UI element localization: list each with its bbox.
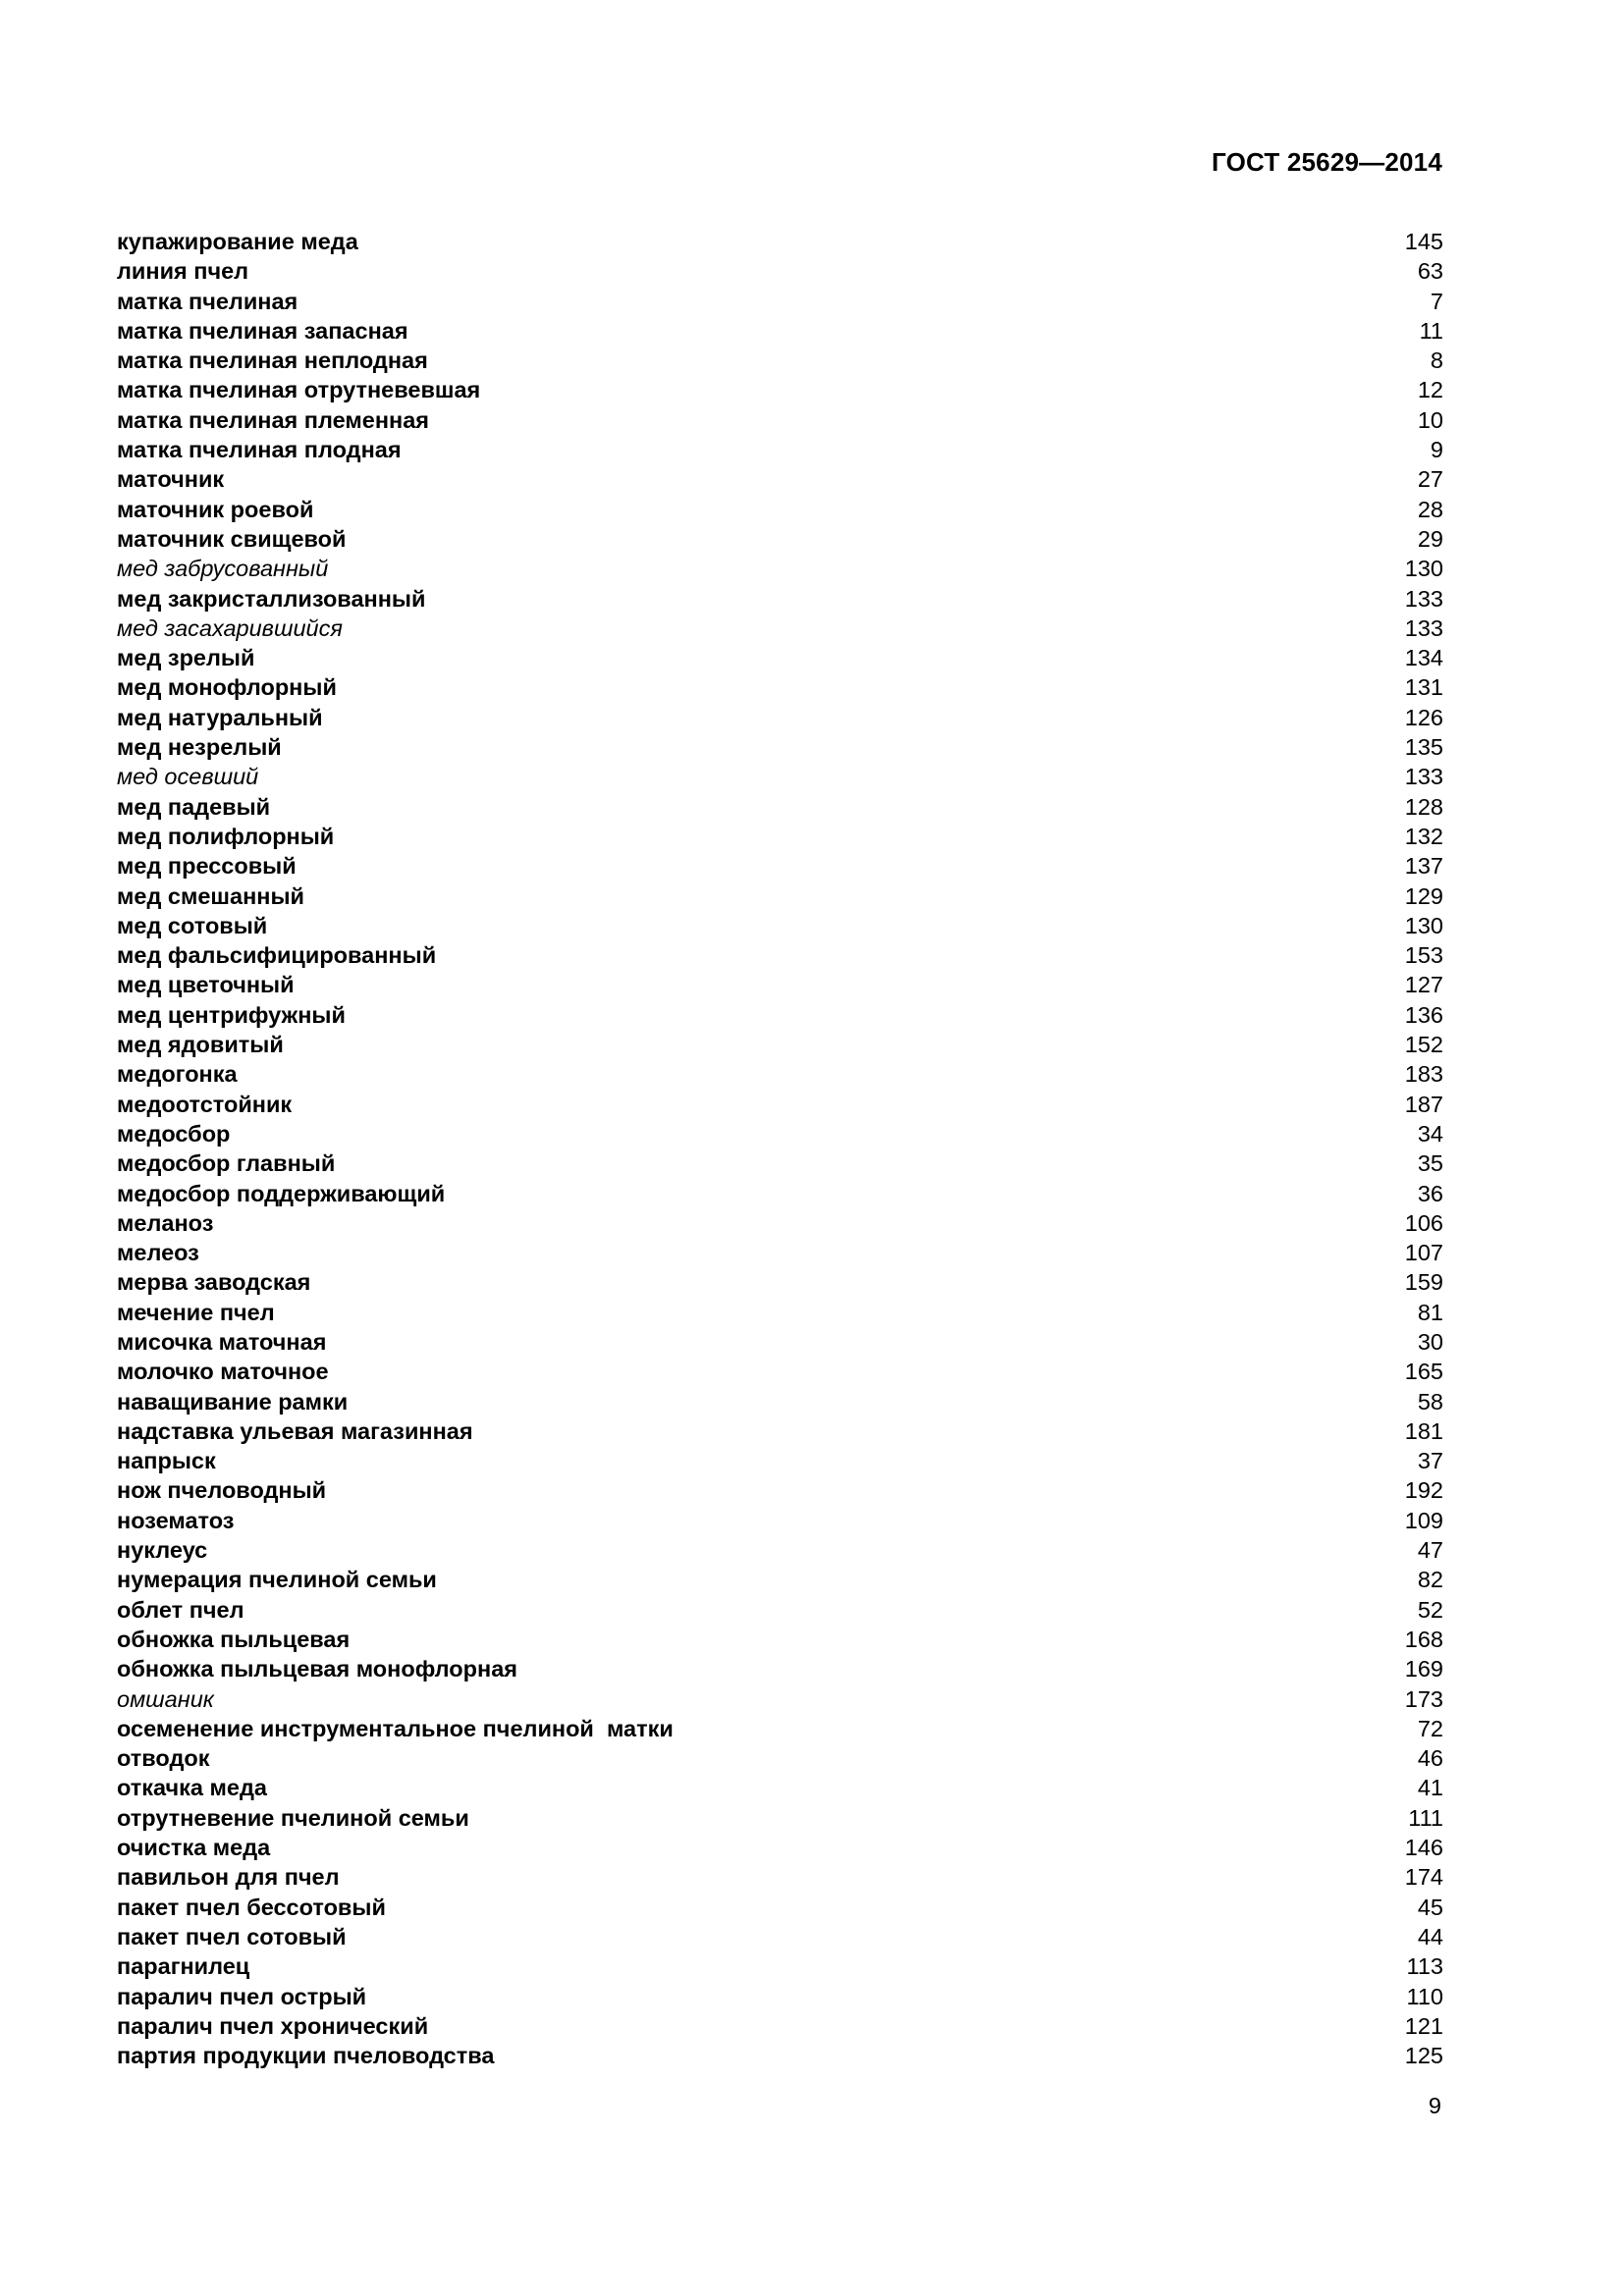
index-entry	[117, 1148, 1443, 1178]
index-term-number: 125	[1404, 2043, 1443, 2069]
index-entry	[117, 1179, 1443, 1208]
index-entry	[117, 1090, 1443, 1119]
index-term: матка пчелиная запасная	[117, 317, 408, 344]
index-term-number: 192	[1404, 1477, 1443, 1504]
index-term-number: 35	[1417, 1150, 1443, 1177]
index-term-number: 183	[1404, 1061, 1443, 1088]
index-entry	[117, 495, 1443, 524]
index-entry	[117, 1357, 1443, 1386]
index-term: матка пчелиная племенная	[117, 406, 429, 433]
index-term-number: 127	[1404, 972, 1443, 998]
index-term: павильон для пчел	[117, 1864, 340, 1891]
index-term-number: 181	[1404, 1417, 1443, 1444]
index-term-number: 131	[1404, 674, 1443, 701]
index-entry	[117, 851, 1443, 881]
index-term: матка пчелиная отрутневевшая	[117, 377, 481, 403]
index-term: обножка пыльцевая монофлорная	[117, 1656, 517, 1682]
alphabetical-term-index	[117, 227, 1443, 2070]
index-term-number: 130	[1404, 912, 1443, 938]
index-term-number: 72	[1417, 1715, 1443, 1741]
index-term: медоотстойник	[117, 1091, 293, 1117]
index-entry	[117, 911, 1443, 940]
index-entry	[117, 1238, 1443, 1267]
index-entry	[117, 614, 1443, 643]
index-term: матка пчелиная	[117, 288, 298, 314]
index-term-number: 168	[1404, 1626, 1443, 1652]
index-term: мед сотовый	[117, 912, 268, 938]
index-entry	[117, 1535, 1443, 1565]
index-term: меланоз	[117, 1209, 214, 1236]
index-term-number: 126	[1404, 704, 1443, 730]
index-term-number: 137	[1404, 853, 1443, 880]
index-term: мед ядовитый	[117, 1032, 284, 1058]
index-term: напрыск	[117, 1448, 216, 1474]
index-entry	[117, 1595, 1443, 1625]
index-entry	[117, 1298, 1443, 1327]
index-entry	[117, 435, 1443, 464]
index-term-number: 130	[1404, 556, 1443, 582]
index-entry	[117, 822, 1443, 851]
index-term: паралич пчел хронический	[117, 2012, 429, 2039]
index-term-number: 110	[1406, 1983, 1443, 2009]
index-term-number: 111	[1408, 1804, 1443, 1831]
index-entry	[117, 1833, 1443, 1862]
index-term-number: 10	[1417, 406, 1443, 433]
index-term-number: 109	[1404, 1507, 1443, 1533]
index-term: мед фальсифицированный	[117, 942, 437, 969]
index-term-number: 135	[1404, 734, 1443, 761]
index-entry	[117, 672, 1443, 702]
index-term: партия продукции пчеловодства	[117, 2043, 495, 2069]
index-term: мед забрусованный	[117, 556, 329, 582]
index-term-number: 30	[1417, 1328, 1443, 1355]
index-term: маточник роевой	[117, 496, 314, 522]
index-entry	[117, 1893, 1443, 1922]
index-entry	[117, 316, 1443, 346]
index-term: медосбор главный	[117, 1150, 336, 1177]
index-entry	[117, 554, 1443, 583]
index-term-number: 45	[1417, 1894, 1443, 1920]
index-entry	[117, 762, 1443, 791]
index-term-number: 81	[1417, 1299, 1443, 1325]
index-entry	[117, 1743, 1443, 1773]
index-term-number: 52	[1417, 1596, 1443, 1623]
index-term: матка пчелиная неплодная	[117, 347, 428, 374]
index-term-number: 44	[1417, 1923, 1443, 1949]
index-term: мед незрелый	[117, 734, 282, 761]
index-term: отрутневение пчелиной семьи	[117, 1804, 469, 1831]
index-entry	[117, 584, 1443, 614]
index-entry	[117, 1714, 1443, 1743]
index-entry	[117, 1327, 1443, 1357]
index-term: пакет пчел бессотовый	[117, 1894, 386, 1920]
index-term-number: 28	[1417, 496, 1443, 522]
index-term-number: 169	[1404, 1656, 1443, 1682]
index-term: пакет пчел сотовый	[117, 1923, 347, 1949]
index-entry	[117, 1625, 1443, 1654]
index-entry	[117, 732, 1443, 762]
index-term-number: 47	[1417, 1537, 1443, 1564]
index-entry	[117, 1506, 1443, 1535]
index-term-number: 134	[1404, 645, 1443, 671]
index-term: нумерация пчелиной семьи	[117, 1567, 437, 1593]
index-entry	[117, 1684, 1443, 1714]
index-term: мечение пчел	[117, 1299, 275, 1325]
index-term: обножка пыльцевая	[117, 1626, 351, 1652]
index-term: маточник	[117, 466, 225, 493]
index-term-number: 174	[1404, 1864, 1443, 1891]
index-entry	[117, 1416, 1443, 1446]
index-term: мед полифлорный	[117, 823, 335, 849]
index-term-number: 9	[1430, 437, 1443, 463]
index-term: нуклеус	[117, 1537, 208, 1564]
index-term: молочко маточное	[117, 1359, 329, 1385]
index-term-number: 129	[1404, 882, 1443, 909]
index-term-number: 145	[1404, 229, 1443, 254]
index-entry	[117, 1862, 1443, 1892]
index-entry	[117, 227, 1443, 256]
index-term-number: 133	[1404, 585, 1443, 612]
index-term-number: 27	[1417, 466, 1443, 493]
index-term: мед падевый	[117, 793, 271, 820]
index-term: мед зрелый	[117, 645, 255, 671]
index-term-number: 152	[1404, 1032, 1443, 1058]
index-term-number: 187	[1404, 1091, 1443, 1117]
index-term-number: 159	[1404, 1269, 1443, 1296]
index-term: мед засахарившийся	[117, 614, 343, 641]
index-term-number: 34	[1417, 1120, 1443, 1147]
index-entry	[117, 1951, 1443, 1981]
index-term-number: 7	[1430, 288, 1443, 314]
index-term: надставка ульевая магазинная	[117, 1417, 473, 1444]
index-term-number: 173	[1404, 1685, 1443, 1712]
index-term: парагнилец	[117, 1953, 250, 1980]
index-entry	[117, 1119, 1443, 1148]
index-term-number: 36	[1417, 1180, 1443, 1206]
index-entry	[117, 405, 1443, 435]
index-entry	[117, 940, 1443, 970]
index-entry	[117, 2011, 1443, 2041]
index-entry	[117, 703, 1443, 732]
index-entry	[117, 1922, 1443, 1951]
index-entry	[117, 1030, 1443, 1059]
index-entry	[117, 792, 1443, 822]
index-term: матка пчелиная плодная	[117, 437, 402, 463]
index-term: наващивание рамки	[117, 1388, 349, 1415]
index-entry	[117, 524, 1443, 554]
index-term: мед монофлорный	[117, 674, 337, 701]
index-term-number: 63	[1417, 258, 1443, 285]
index-entry	[117, 1982, 1443, 2011]
index-term: медосбор	[117, 1120, 231, 1147]
index-term: мед закристаллизованный	[117, 585, 426, 612]
index-term-number: 41	[1417, 1775, 1443, 1801]
index-term: мед прессовый	[117, 853, 297, 880]
index-term: мед осевший	[117, 764, 259, 790]
index-term-number: 107	[1404, 1240, 1443, 1266]
index-term-number: 12	[1417, 377, 1443, 403]
index-term: линия пчел	[117, 258, 249, 285]
index-entry	[117, 1565, 1443, 1594]
index-term: облет пчел	[117, 1596, 244, 1623]
index-term: паралич пчел острый	[117, 1983, 367, 2009]
index-term-number: 82	[1417, 1567, 1443, 1593]
document-header-standard-code: ГОСТ 25629—2014	[1212, 147, 1442, 177]
index-term: мед натуральный	[117, 704, 323, 730]
index-term-number: 132	[1404, 823, 1443, 849]
index-entry	[117, 256, 1443, 286]
index-entry	[117, 1654, 1443, 1683]
index-entry	[117, 464, 1443, 494]
index-entry	[117, 375, 1443, 404]
index-term-number: 106	[1404, 1209, 1443, 1236]
index-entry	[117, 1773, 1443, 1802]
index-term: очистка меда	[117, 1835, 271, 1861]
index-entry	[117, 643, 1443, 672]
index-entry	[117, 970, 1443, 999]
index-term: купажирование меда	[117, 229, 358, 254]
index-term-number: 165	[1404, 1359, 1443, 1385]
index-term-number: 146	[1404, 1835, 1443, 1861]
index-term: мед центрифужный	[117, 1001, 346, 1028]
index-term: мисочка маточная	[117, 1328, 327, 1355]
index-term: мерва заводская	[117, 1269, 311, 1296]
index-term: мед цветочный	[117, 972, 295, 998]
index-term: отводок	[117, 1745, 210, 1772]
index-term: откачка меда	[117, 1775, 267, 1801]
index-term-number: 37	[1417, 1448, 1443, 1474]
index-term: мелеоз	[117, 1240, 199, 1266]
index-term-number: 128	[1404, 793, 1443, 820]
index-term-number: 29	[1417, 525, 1443, 552]
index-term-number: 153	[1404, 942, 1443, 969]
index-term-number: 133	[1404, 614, 1443, 641]
index-term-number: 133	[1404, 764, 1443, 790]
index-term: маточник свищевой	[117, 525, 347, 552]
index-term-number: 8	[1430, 347, 1443, 374]
index-entry	[117, 881, 1443, 911]
index-term: нозематоз	[117, 1507, 235, 1533]
index-entry	[117, 1475, 1443, 1505]
index-term-number: 11	[1419, 317, 1443, 344]
index-term-number: 58	[1417, 1388, 1443, 1415]
index-entry	[117, 1267, 1443, 1297]
index-term-number: 113	[1406, 1953, 1443, 1980]
index-entry	[117, 1387, 1443, 1416]
index-term: нож пчеловодный	[117, 1477, 327, 1504]
index-entry	[117, 2041, 1443, 2070]
index-term-number: 136	[1404, 1001, 1443, 1028]
index-term: омшаник	[117, 1685, 214, 1712]
index-term: медосбор поддерживающий	[117, 1180, 446, 1206]
index-term: медогонка	[117, 1061, 238, 1088]
index-entry	[117, 287, 1443, 316]
index-term-number: 121	[1404, 2012, 1443, 2039]
index-term: осеменение инструментальное пчелиной матки	[117, 1715, 674, 1741]
index-entry	[117, 1446, 1443, 1475]
index-entry	[117, 1000, 1443, 1030]
page-number: 9	[1428, 2093, 1441, 2118]
index-entry	[117, 346, 1443, 375]
index-entry	[117, 1059, 1443, 1089]
index-entry	[117, 1803, 1443, 1833]
index-term: мед смешанный	[117, 882, 304, 909]
index-entry	[117, 1208, 1443, 1238]
index-term-number: 46	[1417, 1745, 1443, 1772]
